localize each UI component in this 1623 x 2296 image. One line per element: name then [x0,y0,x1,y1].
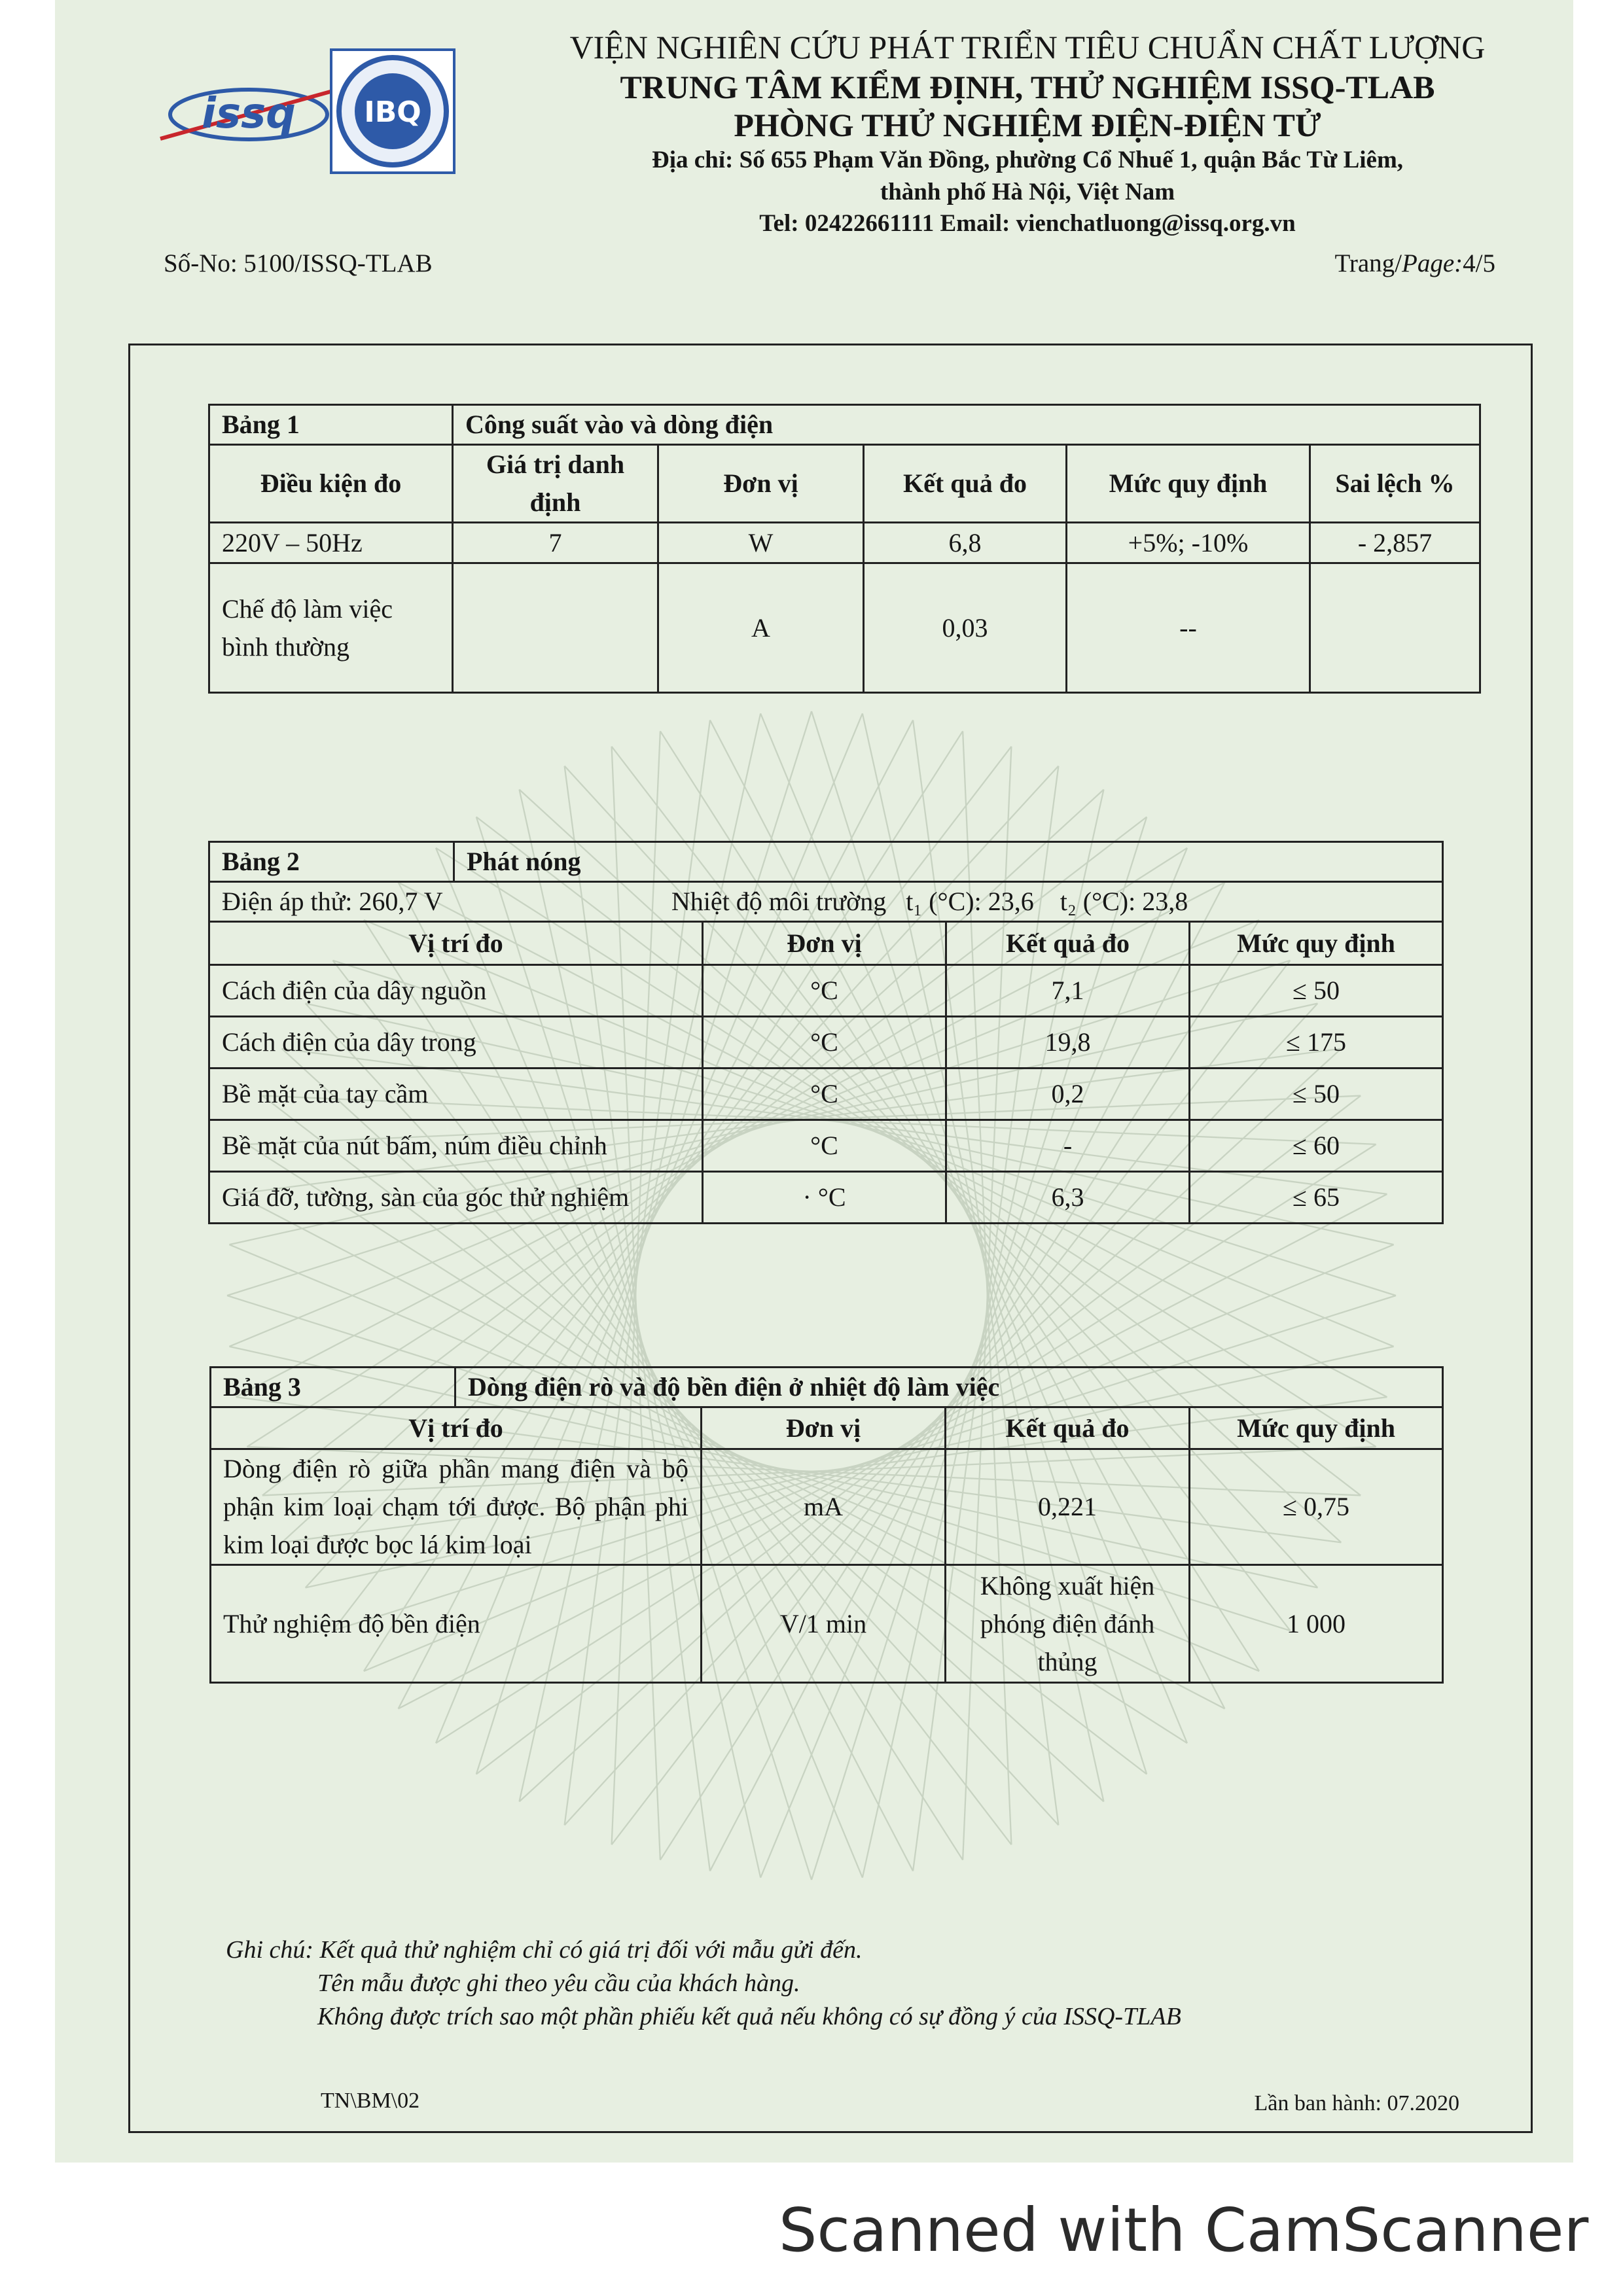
table-1-header: Kết quả đo [864,445,1067,523]
note-line-1: Ghi chú: Kết quả thử nghiệm chỉ có giá trị đối với mẫu gửi đến. [226,1936,863,1964]
page-value: 4/5 [1463,249,1495,277]
table-1-id: Bảng 1 [209,405,453,445]
table-cell: ≤ 0,75 [1190,1449,1443,1565]
table-cell: ≤ 60 [1190,1120,1443,1172]
address-line-2: thành phố Hà Nội, Việt Nam [880,179,1175,205]
table-row [209,523,1480,563]
table-cell: Bề mặt của nút bấm, núm điều chỉnh [209,1120,703,1172]
table-1-header: Điều kiện đo [209,445,453,523]
table-cell: V/1 min [702,1565,946,1683]
table-cell: 0,2 [946,1069,1190,1120]
table-row [209,563,1480,693]
table-cell: W [658,523,864,563]
ibq-seal [327,46,458,177]
letterhead [497,26,1558,239]
table-row [209,1120,1443,1172]
table-3-header: Vị trí đo [211,1407,702,1449]
table-cell: Dòng điện rò giữa phần mang điện và bộ phận kim loại chạm tới được. Bộ phận phi kim loại được bọc lá kim loại [211,1449,702,1565]
table-row [211,1565,1443,1683]
page-label-vi: Trang/ [1334,249,1402,277]
table-cell: °C [703,1017,946,1069]
table-cell: 6,3 [946,1172,1190,1224]
table-cell [453,563,658,693]
ambient-t2: t₂ (°C): 23,8 [1060,887,1188,916]
center-name: TRUNG TÂM KIỂM ĐỊNH, THỬ NGHIỆM ISSQ-TLAB [620,69,1435,105]
table-3-header: Đơn vị [702,1407,946,1449]
table-cell: +5%; -10% [1067,523,1310,563]
note-line-3: Không được trích sao một phần phiếu kết quả nếu không có sự đồng ý của ISSQ-TLAB [317,2003,1181,2030]
table-cell [1310,563,1480,693]
table-cell: °C [703,1120,946,1172]
table-cell: Giá đỡ, tường, sàn của góc thử nghiệm [209,1172,703,1224]
table-cell: Cách điện của dây trong [209,1017,703,1069]
table-cell: Bề mặt của tay cầm [209,1069,703,1120]
table-row [209,1017,1443,1069]
table-2-header: Mức quy định [1190,922,1443,965]
table-row [209,1172,1443,1224]
table-cell: °C [703,1069,946,1120]
table-cell: 220V – 50Hz [209,523,453,563]
table-2-id: Bảng 2 [209,842,454,882]
issq-logo [157,79,334,150]
table-cell: 6,8 [864,523,1067,563]
contact-line: Tel: 02422661111 Email: vienchatluong@issq.org.vn [759,210,1296,237]
table-cell: ≤ 50 [1190,965,1443,1017]
table-cell: · °C [703,1172,946,1224]
test-voltage: Điện áp thử: 260,7 V [222,887,442,916]
table-cell: Cách điện của dây nguồn [209,965,703,1017]
camscanner-watermark: Scanned with CamScanner [779,2195,1589,2265]
table-1 [208,404,1481,694]
table-cell: Không xuất hiện phóng điện đánh thủng [946,1565,1190,1683]
table-cell: 7,1 [946,965,1190,1017]
table-1-header: Mức quy định [1067,445,1310,523]
table-3-id: Bảng 3 [211,1368,455,1407]
institute-name: VIỆN NGHIÊN CỨU PHÁT TRIỂN TIÊU CHUẨN CHẤT LƯỢNG [569,29,1486,65]
table-cell: ≤ 175 [1190,1017,1443,1069]
ambient-temperature-label: Nhiệt độ môi trường [671,887,887,916]
table-1-header: Đơn vị [658,445,864,523]
issue-date: Lần ban hành: 07.2020 [1254,2091,1459,2115]
table-1-title: Công suất vào và dòng điện [453,405,1480,445]
table-3 [209,1366,1444,1684]
address-line-1: Địa chỉ: Số 655 Phạm Văn Đồng, phường Cổ Nhuế 1, quận Bắc Từ Liêm, [651,147,1404,173]
table-2-header: Đơn vị [703,922,946,965]
notes [226,1934,1181,2034]
ambient-t1: t₁ (°C): 23,6 [906,887,1034,916]
table-cell: Thử nghiệm độ bền điện [211,1565,702,1683]
table-cell: ≤ 50 [1190,1069,1443,1120]
table-cell: - 2,857 [1310,523,1480,563]
ibq-seal-text: IBQ [364,96,421,129]
table-1-header: Giá trị danh định [453,445,658,523]
table-cell: °C [703,965,946,1017]
document-number: Số-No: 5100/ISSQ-TLAB [164,249,433,277]
table-2-header: Vị trí đo [209,922,703,965]
table-cell: 0,03 [864,563,1067,693]
table-3-title: Dòng điện rò và độ bền điện ở nhiệt độ làm việc [455,1368,1443,1407]
table-cell: A [658,563,864,693]
table-row [211,1449,1443,1565]
table-2-header: Kết quả đo [946,922,1190,965]
page-label-en: Page: [1402,249,1463,277]
table-cell: 19,8 [946,1017,1190,1069]
table-cell: -- [1067,563,1310,693]
form-code: TN\BM\02 [321,2089,420,2113]
table-row [209,1069,1443,1120]
note-line-2: Tên mẫu được ghi theo yêu cầu của khách hàng. [317,1969,800,1997]
table-1-header: Sai lệch % [1310,445,1480,523]
lab-name: PHÒNG THỬ NGHIỆM ĐIỆN-ĐIỆN TỬ [734,107,1321,143]
issq-logo-text: issq [202,90,296,138]
table-cell: mA [702,1449,946,1565]
table-cell: 0,221 [946,1449,1190,1565]
table-2-title: Phát nóng [454,842,1443,882]
table-cell: - [946,1120,1190,1172]
table-row [209,965,1443,1017]
table-cell: Chế độ làm việc bình thường [209,563,453,693]
table-cell: ≤ 65 [1190,1172,1443,1224]
table-3-header: Mức quy định [1190,1407,1443,1449]
table-2-conditions [209,882,1443,922]
table-cell: 7 [453,523,658,563]
table-2 [208,841,1444,1224]
table-3-header: Kết quả đo [946,1407,1190,1449]
page-number [1334,249,1495,278]
table-cell: 1 000 [1190,1565,1443,1683]
